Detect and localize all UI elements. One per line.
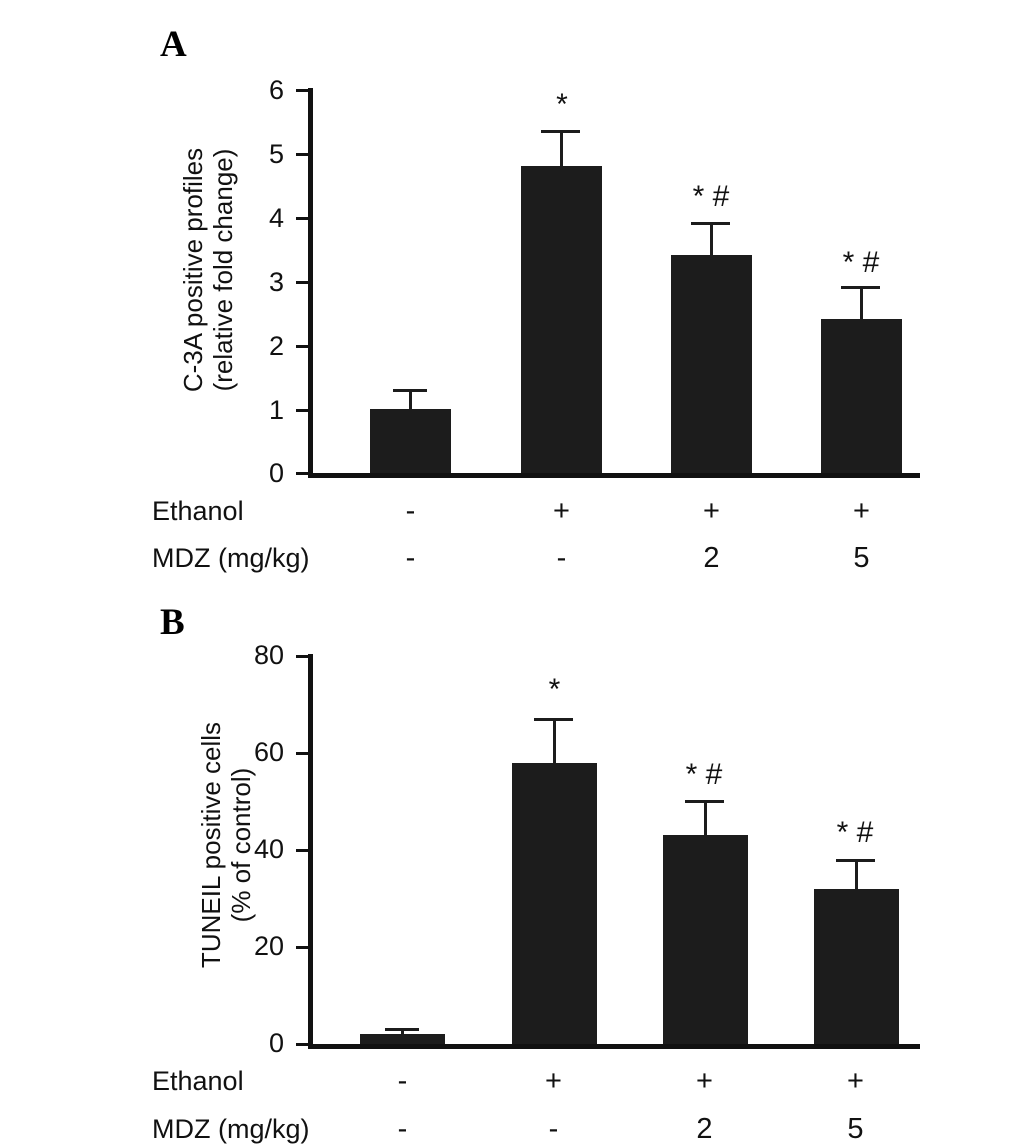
- y-tick-a-3: [296, 281, 309, 284]
- error-cap-b-4: [836, 859, 875, 862]
- treatment-a-ethanol-4: +: [853, 495, 870, 527]
- annotation-a-4: * #: [842, 246, 880, 279]
- treatment-row-label-a-mdz: MDZ (mg/kg): [152, 543, 310, 573]
- error-bar-a-4: [860, 287, 863, 319]
- treatment-a-ethanol-2: +: [553, 495, 570, 527]
- y-tick-b-0: [296, 1043, 309, 1046]
- bar-a-3: [671, 255, 752, 473]
- y-tick-a-0: [296, 472, 309, 475]
- annotation-b-2: *: [548, 673, 561, 706]
- y-tick-label-a-5: 5: [268, 139, 284, 169]
- treatment-a-ethanol-1: -: [405, 495, 416, 527]
- error-bar-a-1: [409, 390, 412, 409]
- treatment-b-ethanol-2: +: [545, 1065, 562, 1097]
- x-axis-b: [308, 1044, 920, 1049]
- treatment-b-ethanol-1: -: [397, 1065, 408, 1097]
- y-tick-label-b-20: 20: [253, 931, 284, 961]
- panel-letter-b: B: [160, 602, 185, 643]
- error-cap-a-1: [393, 389, 427, 392]
- y-tick-label-a-1: 1: [268, 395, 284, 425]
- y-axis-title-a-line1: C-3A positive profiles: [178, 147, 208, 393]
- error-bar-a-2: [560, 131, 563, 166]
- bar-a-4: [821, 319, 902, 473]
- error-bar-b-4: [855, 860, 858, 889]
- treatment-row-label-a-ethanol: Ethanol: [152, 496, 244, 526]
- error-cap-b-3: [685, 800, 724, 803]
- y-tick-a-4: [296, 217, 309, 220]
- error-bar-b-2: [553, 719, 556, 763]
- treatment-b-mdz-4: 5: [847, 1113, 864, 1145]
- y-tick-label-b-40: 40: [253, 834, 284, 864]
- y-axis-title-b-line2: (% of control): [226, 767, 256, 923]
- bar-b-1: [360, 1034, 445, 1044]
- y-tick-b-80: [296, 655, 309, 658]
- annotation-a-2: *: [556, 88, 568, 121]
- bar-a-1: [370, 409, 451, 473]
- treatment-b-ethanol-4: +: [847, 1065, 864, 1097]
- panel-letter-a: A: [160, 24, 187, 65]
- error-cap-a-3: [691, 222, 730, 225]
- bar-b-3: [663, 835, 748, 1044]
- y-tick-label-a-0: 0: [268, 458, 284, 488]
- treatment-b-mdz-1: -: [397, 1113, 408, 1145]
- bar-b-4: [814, 889, 899, 1044]
- error-bar-b-3: [704, 801, 707, 835]
- y-tick-a-5: [296, 153, 309, 156]
- treatment-a-mdz-2: -: [556, 542, 567, 574]
- bar-b-2: [512, 763, 597, 1044]
- error-cap-a-4: [841, 286, 880, 289]
- y-tick-label-a-4: 4: [268, 203, 284, 233]
- y-tick-label-a-3: 3: [268, 267, 284, 297]
- y-tick-label-a-6: 6: [268, 75, 284, 105]
- x-axis-a: [308, 473, 920, 478]
- y-tick-label-b-60: 60: [253, 737, 284, 767]
- treatment-a-mdz-3: 2: [703, 542, 720, 574]
- error-bar-a-3: [710, 223, 713, 255]
- annotation-b-3: * #: [685, 758, 723, 791]
- bar-a-2: [521, 166, 602, 473]
- y-axis-title-a-line2: (relative fold change): [208, 148, 238, 392]
- error-cap-b-1: [385, 1028, 419, 1031]
- figure-panel-b: [0, 590, 1033, 1146]
- y-tick-a-2: [296, 345, 309, 348]
- treatment-a-ethanol-3: +: [703, 495, 720, 527]
- y-axis-title-b-line1: TUNEIL positive cells: [196, 721, 226, 969]
- treatment-row-label-b-mdz: MDZ (mg/kg): [152, 1114, 310, 1144]
- treatment-b-ethanol-3: +: [696, 1065, 713, 1097]
- treatment-b-mdz-3: 2: [696, 1113, 713, 1145]
- treatment-a-mdz-1: -: [405, 542, 416, 574]
- y-tick-b-40: [296, 849, 309, 852]
- annotation-a-3: * #: [692, 180, 730, 213]
- annotation-b-4: * #: [836, 816, 874, 849]
- treatment-a-mdz-4: 5: [853, 542, 870, 574]
- y-tick-b-20: [296, 946, 309, 949]
- treatment-b-mdz-2: -: [548, 1113, 559, 1145]
- y-tick-a-6: [296, 89, 309, 92]
- y-tick-label-b-80: 80: [253, 640, 284, 670]
- error-cap-a-2: [541, 130, 580, 133]
- y-tick-label-a-2: 2: [268, 331, 284, 361]
- y-tick-a-1: [296, 409, 309, 412]
- y-tick-b-60: [296, 752, 309, 755]
- y-tick-label-b-0: 0: [268, 1028, 284, 1058]
- error-cap-b-2: [534, 718, 573, 721]
- treatment-row-label-b-ethanol: Ethanol: [152, 1066, 244, 1096]
